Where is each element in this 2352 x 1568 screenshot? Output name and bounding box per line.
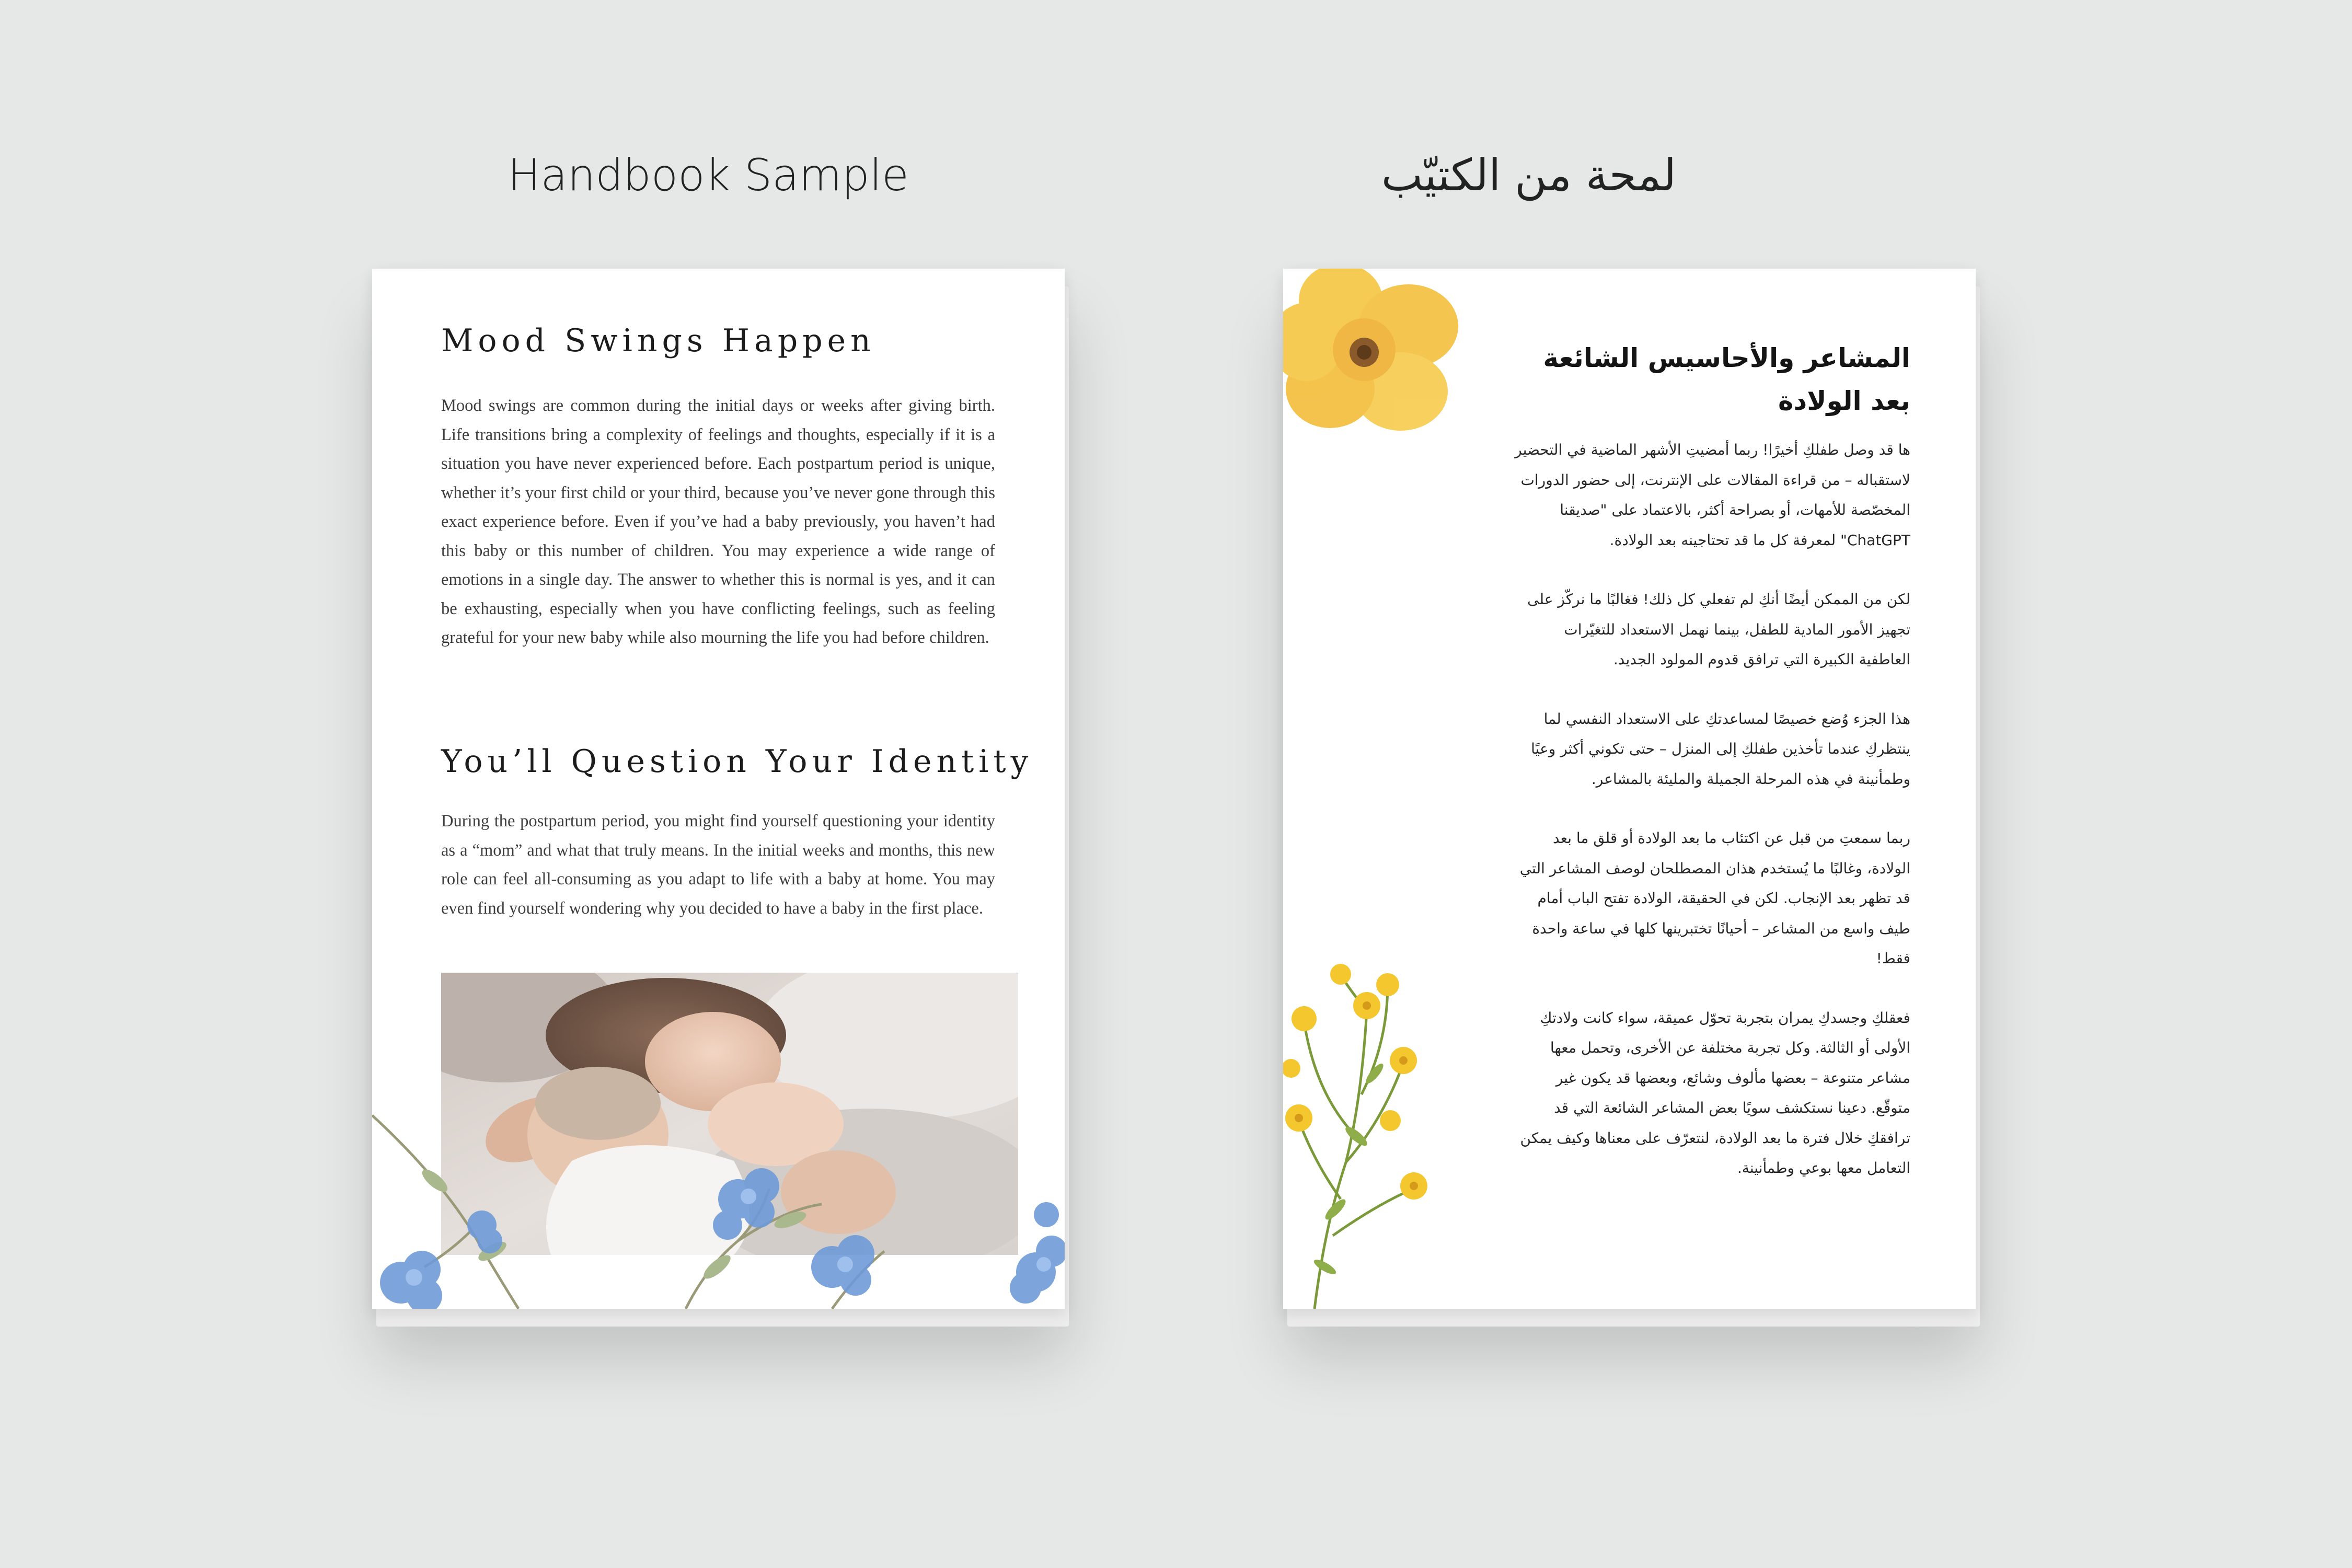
english-heading: Handbook Sample [508, 149, 909, 201]
arabic-text-line: لكن من الممكن أيضًا أنكِ لم تفعلي كل ذلك! فغالبًا ما نركّز على [1527, 591, 1910, 608]
arabic-handbook-page [1283, 269, 1976, 1309]
arabic-text-line: الولادة، وغالبًا ما يُستخدم هذان المصطلحان لوصف المشاعر التي [1519, 859, 1910, 877]
arabic-text-line: ربما سمعتِ من قبل عن اكتئاب ما بعد الولادة أو قلق ما بعد [1552, 829, 1910, 847]
arabic-text-line: المخصّصة للأمهات، أو بصراحة أكثر، بالاعتماد على "صديقنا [1560, 501, 1910, 518]
arabic-paragraph [1388, 1003, 1910, 1183]
arabic-text-line: قد تظهر بعد الإنجاب. لكن في الحقيقة، الولادة تفتح الباب أمام [1537, 890, 1910, 907]
identity-title: You’ll Question Your Identity [441, 743, 1033, 780]
mood-swings-title: Mood Swings Happen [441, 322, 875, 359]
identity-paragraph: During the postpartum period, you might find yourself questioning your identity as a “mom” and what that truly means. In the initial weeks and months, this new role can feel all-consuming as you adapt to life with a baby at home. You may even find yourself wondering why you decided to have a baby in the first place. [441, 812, 995, 918]
arabic-text-line: تجهيز الأمور المادية للطفل، بينما نهمل الاستعداد للتغيّرات [1564, 620, 1910, 638]
arabic-paragraph [1388, 823, 1910, 974]
arabic-title-line: المشاعر والأحاسيس الشائعة [1543, 343, 1910, 373]
arabic-paragraph [1388, 584, 1910, 675]
arabic-text-line: لاستقباله – من قراءة المقالات على الإنترنت، إلى حضور الدورات [1520, 471, 1910, 489]
arabic-text-line: العاطفية الكبيرة التي ترافق قدوم المولود الجديد. [1613, 651, 1910, 668]
arabic-page-title [1440, 337, 1910, 422]
arabic-paragraph [1388, 435, 1910, 555]
arabic-heading: لمحة من الكتيّب [1381, 149, 1677, 201]
english-handbook-page [372, 269, 1065, 1309]
arabic-text-line: ChatGPT" لمعرفة كل ما قد تحتاجينه بعد الولادة. [1609, 531, 1910, 549]
arabic-text-line: مشاعر متنوعة – بعضها مألوف وشائع، وبعضها قد يكون غير [1555, 1069, 1910, 1087]
arabic-text-line: وطمأنينة في هذه المرحلة الجميلة والمليئة بالمشاعر. [1591, 770, 1910, 788]
arabic-text-line: ها قد وصل طفلكِ أخيرًا! ربما أمضيتِ الأشهر الماضية في التحضير [1515, 441, 1910, 458]
arabic-text-line: الأولى أو الثالثة. وكل تجربة مختلفة عن الأخرى، وتحمل معها [1550, 1039, 1910, 1056]
arabic-paragraph [1388, 704, 1910, 794]
arabic-title-line: بعد الولادة [1778, 386, 1910, 416]
arabic-text-line: ينتظركِ عندما تأخذين طفلكِ إلى المنزل – حتى تكوني أكثر وعيًا [1531, 740, 1910, 757]
arabic-text-line: هذا الجزء وُضع خصيصًا لمساعدتكِ على الاستعداد النفسي لما [1543, 710, 1910, 728]
arabic-text-line: التعامل معها بوعي وطمأنينة. [1737, 1159, 1910, 1177]
arabic-text-line: فعقلكِ وجسدكِ يمران بتجربة تحوّل عميقة، سواء كانت ولادتكِ [1540, 1009, 1910, 1027]
arabic-page-body [1388, 435, 1910, 1213]
arabic-text-line: فقط! [1876, 950, 1910, 967]
mood-swings-paragraph: Mood swings are common during the initial days or weeks after giving birth. Life transitions bring a complexity of feelings and thoughts, especially if it is a situation you have never experienced before. Each postpartum period is unique, whether it’s your first child or your third, because you’ve never gone through this exact experience before. Even if you’ve had a baby previously, you haven’t had this baby or this number of children. You may experience a wide range of emotions in a single day. The answer to whether this is normal is yes, and it can be exhausting, especially when you have conflicting feelings, such as feeling grateful for your new baby while also mourning the life you had before children. [441, 396, 995, 647]
mother-baby-photo [441, 973, 1018, 1255]
arabic-text-line: ترافقكِ خلال فترة ما بعد الولادة، لنتعرّف على معناها وكيف يمكن [1520, 1129, 1910, 1147]
arabic-text-line: طيف واسع من المشاعر – أحيانًا تختبرينها كلها في ساعة واحدة [1532, 919, 1910, 937]
arabic-text-line: متوقّع. دعينا نستكشف سويًا بعض المشاعر الشائعة التي قد [1554, 1099, 1910, 1116]
